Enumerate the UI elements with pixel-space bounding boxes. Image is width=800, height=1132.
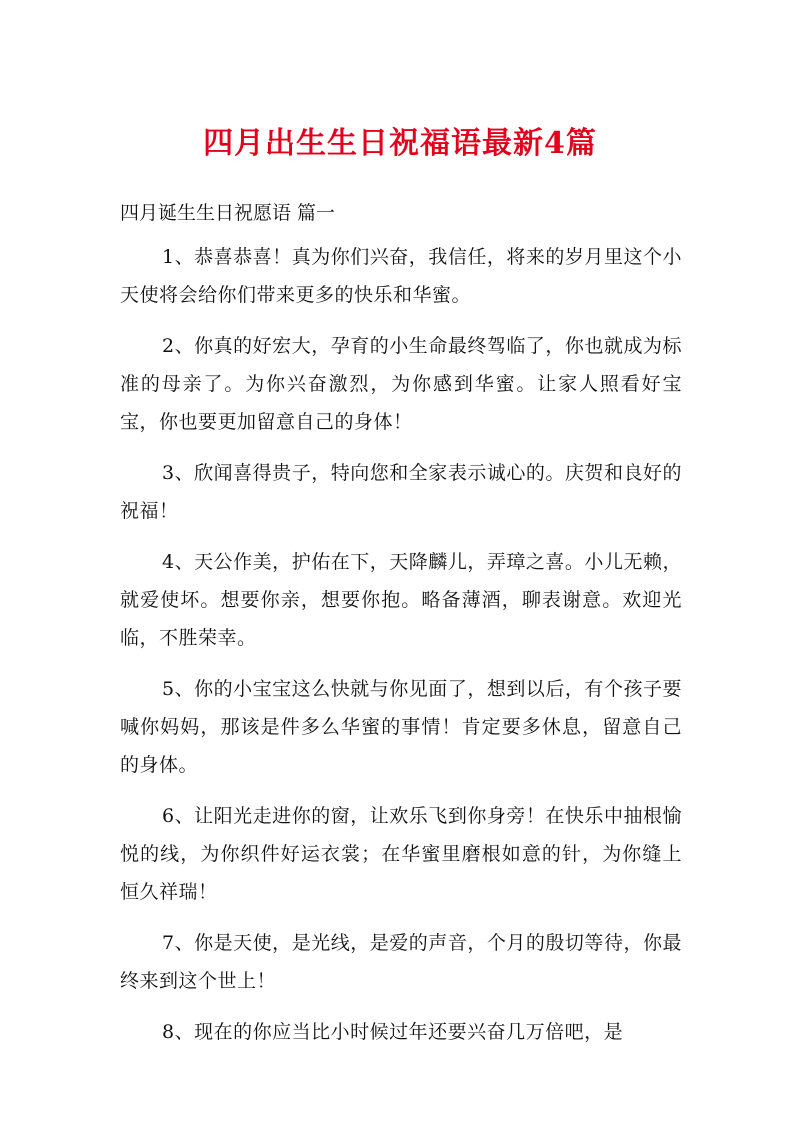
section-heading: 四月诞生生日祝愿语 篇一: [120, 202, 336, 224]
paragraph-6: 6、让阳光走进你的窗，让欢乐飞到你身旁！在快乐中抽根愉悦的线，为你织件好运衣裳；在华蜜里磨根如意的针，为你缝上恒久祥瑞！: [120, 805, 682, 903]
paragraph-5: 5、你的小宝宝这么快就与你见面了，想到以后，有个孩子要喊你妈妈，那该是件多么华蜜的事情！肯定要多休息，留意自己的身体。: [120, 678, 682, 776]
paragraph-7: 7、你是天使，是光线，是爱的声音，个月的殷切等待，你最终来到这个世上！: [120, 932, 682, 992]
paragraph-8: 8、现在的你应当比小时候过年还要兴奋几万倍吧，是: [162, 1021, 624, 1043]
document-body: [120, 238, 682, 1064]
paragraph-2: 2、你真的好宏大，孕育的小生命最终驾临了，你也就成为标准的母亲了。为你兴奋激烈，为你感到华蜜。让家人照看好宝宝，你也要更加留意自己的身体！: [120, 335, 682, 433]
document-title: 四月出生生日祝福语最新4篇: [203, 126, 597, 161]
paragraph-3: 3、欣闻喜得贵子，特向您和全家表示诚心的。庆贺和良好的祝福！: [120, 462, 682, 522]
paragraph-4: 4、天公作美，护佑在下，天降麟儿，弄璋之喜。小儿无赖，就爱使坏。想要你亲，想要你抱。略备薄酒，聊表谢意。欢迎光临，不胜荣幸。: [120, 551, 682, 649]
paragraph-1: 1、恭喜恭喜！真为你们兴奋，我信任，将来的岁月里这个小天使将会给你们带来更多的快乐和华蜜。: [120, 246, 682, 306]
